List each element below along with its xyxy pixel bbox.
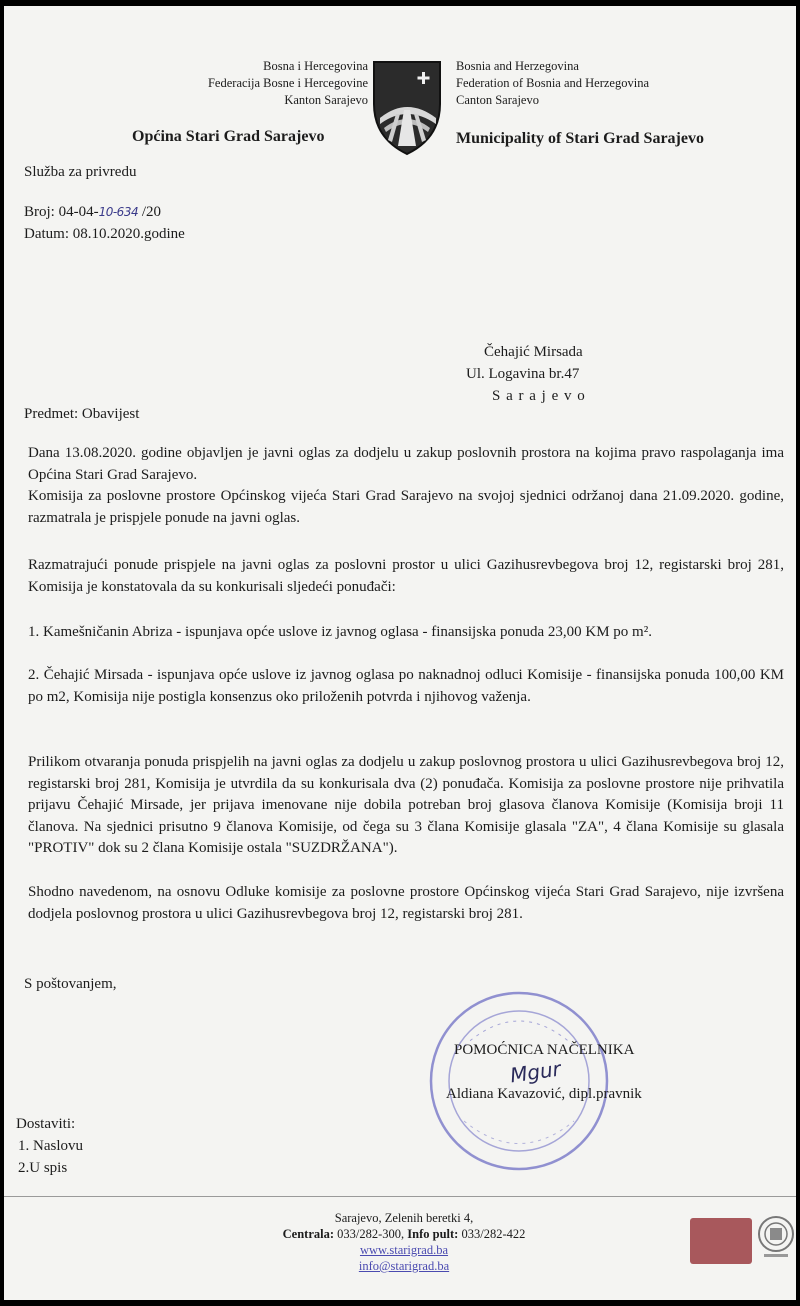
header-right <box>456 58 649 109</box>
list-item-offer-1: 1. Kamešničanin Abriza - ispunjava opće uslove iz javnog oglasa - finansijska ponuda 23,00 KM po m². <box>28 624 652 640</box>
reference-number <box>24 204 161 221</box>
paragraph-commission: Komisija za poslovne prostore Općinskog vijeća Stari Grad Sarajevo na svojoj sjednici održanoj dana 21.09.2020. godine, razmatrala je prispjele ponude na javni oglas. <box>28 488 784 526</box>
footer-email-link[interactable]: info@starigrad.ba <box>358 1259 450 1273</box>
header-right-line: Bosnia and Herzegovina <box>456 59 579 73</box>
municipality-name-local: Općina Stari Grad Sarajevo <box>132 128 325 145</box>
header-left <box>124 58 368 109</box>
recipient-name: Čehajić Mirsada <box>484 344 583 360</box>
header-right-line: Canton Sarajevo <box>456 93 539 107</box>
footer-website-link[interactable]: www.starigrad.ba <box>359 1243 449 1257</box>
footer-info: 033/282-422 <box>458 1227 526 1241</box>
signature-title: POMOĆNICA NAČELNIKA <box>454 1042 635 1058</box>
paragraph-announcement: Dana 13.08.2020. godine objavljen je javni oglas za dodjelu u zakup poslovnih prostora na kojima pravo raspolaganja ima Općina Stari Grad Sarajevo. <box>28 445 784 483</box>
distribution-item: 2.U spis <box>18 1160 68 1176</box>
footer-phones <box>254 1227 554 1242</box>
reference-suffix: /20 <box>141 204 162 220</box>
certification-logo-icon <box>690 1218 752 1264</box>
document-date: Datum: 08.10.2020.godine <box>24 226 185 242</box>
header-left-line: Bosna i Hercegovina <box>263 59 368 73</box>
coat-of-arms-icon <box>370 58 444 156</box>
reference-prefix: Broj: 04-04- <box>24 204 99 220</box>
footer-info-label: Info pult: <box>407 1227 459 1241</box>
bureau-veritas-icon <box>756 1212 796 1260</box>
closing-greeting: S poštovanjem, <box>24 976 117 992</box>
list-item-offer-2: 2. Čehajić Mirsada - ispunjava opće uslove iz javnog oglasa po naknadnoj odluci Komisije - finansijska ponuda 100,00 KM po m2, Komisija nije postigla konsenzus oko priloženih potvrda i njihovog važenja. <box>28 667 784 705</box>
paragraph-offers: Razmatrajući ponude prispjele na javni oglas za poslovni prostor u ulici Gazihusrevbegova broj 12, registarski broj 281, Komisija je konstatovala da su konkurisali sljedeći ponuđači: <box>28 557 784 595</box>
paragraph-conclusion: Shodno navedenom, na osnovu Odluke komisije za poslovne prostore Općinskog vijeća Stari Grad Sarajevo, nije izvršena dodjela poslovnog prostora u ulici Gazihusrevbegova broj 12, registarski broj 281. <box>28 884 784 922</box>
paragraph-decision: Prilikom otvaranja ponuda prispjelih na javni oglas za dodjelu u zakup poslovnog prostora u ulici Gazihusrevbegova broj 12, registarski broj 281, Komisija je utvrdila da su konkurisala dva (2) ponuđača. Komisija za poslovne prostore nije prihvatila prijavu Čehajić Mirsade, jer prijava imenovane nije dobila potreban broj glasova članova Komisije (Komisija broji 11 članova. Na sjednici prisutno 9 članova Komisije, od čega su 3 člana Komisije glasala "ZA", 4 člana Komisije su glasala "PROTIV" dok su 2 člana Komisije ostala "SUZDRŽANA"). <box>28 754 784 856</box>
distribution-item: 1. Naslovu <box>18 1138 83 1154</box>
distribution-heading: Dostaviti: <box>16 1116 76 1132</box>
handwritten-signature: Mgur <box>508 1056 563 1088</box>
footer-phone-label: Centrala: <box>282 1227 335 1241</box>
footer-divider <box>4 1196 796 1197</box>
footer-phone: 033/282-300, <box>334 1227 408 1241</box>
municipality-name-english: Municipality of Stari Grad Sarajevo <box>456 130 704 147</box>
handwritten-number: 10-634 <box>98 205 139 219</box>
signatory-name: Aldiana Kavazović, dipl.pravnik <box>446 1086 642 1102</box>
recipient-street: Ul. Logavina br.47 <box>466 366 580 382</box>
header-left-line: Federacija Bosne i Hercegovine <box>207 76 368 90</box>
subject-line: Predmet: Obavijest <box>24 406 140 422</box>
office-name: Služba za privredu <box>24 164 137 180</box>
header-left-line: Kanton Sarajevo <box>284 93 368 107</box>
recipient-city: S a r a j e v o <box>492 388 586 404</box>
header-right-line: Federation of Bosnia and Herzegovina <box>456 76 649 90</box>
letter-page <box>4 6 796 1300</box>
footer-address: Sarajevo, Zelenih beretki 4, <box>334 1211 474 1225</box>
